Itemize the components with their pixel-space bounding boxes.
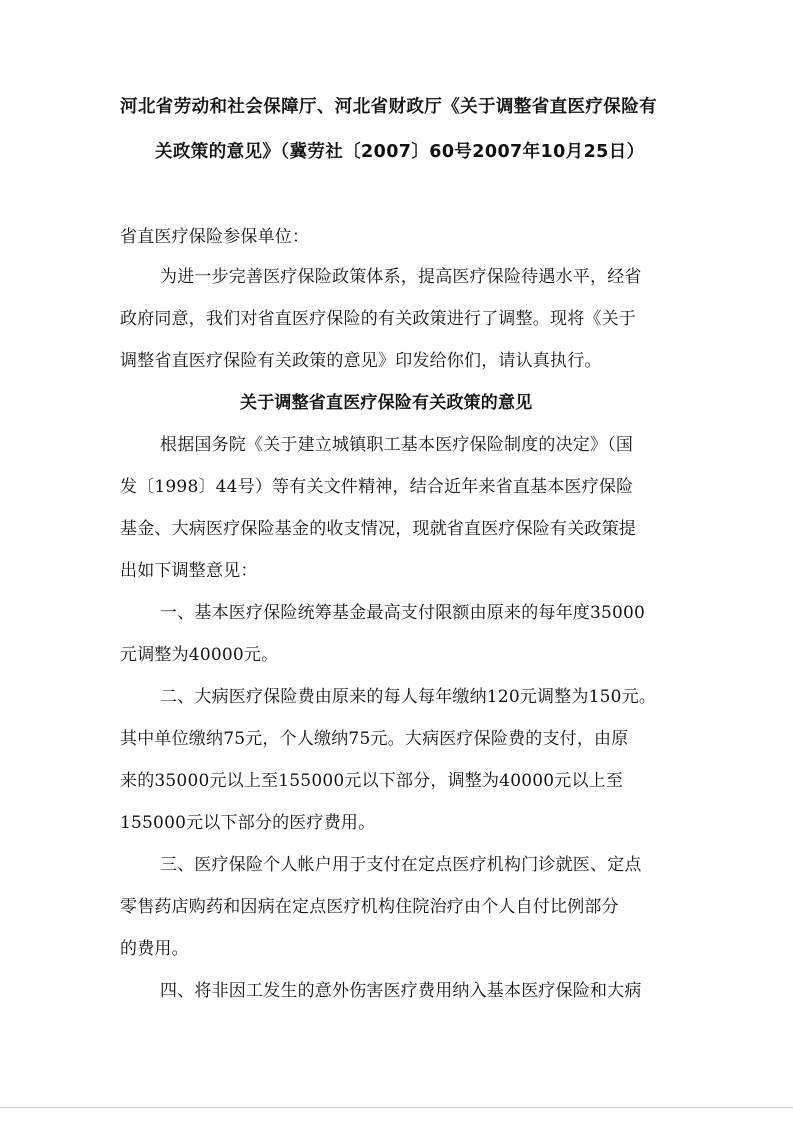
item-2-line-3: 来的35000元以上至155000元以下部分，调整为40000元以上至 xyxy=(120,771,624,791)
body-line-4: 出如下调整意见： xyxy=(120,561,258,581)
section-subtitle: 关于调整省直医疗保险有关政策的意见 xyxy=(240,393,533,413)
item-3-line-3: 的费用。 xyxy=(120,939,189,959)
item-3-line-2: 零售药店购药和因病在定点医疗机构住院治疗由个人自付比例部分 xyxy=(120,897,619,917)
item-4-line-1: 四、将非因工发生的意外伤害医疗费用纳入基本医疗保险和大病 xyxy=(160,981,642,1001)
document-title-line-1: 河北省劳动和社会保障厅、河北省财政厅《关于调整省直医疗保险有 xyxy=(120,97,657,117)
item-1-line-2: 元调整为40000元。 xyxy=(120,645,279,665)
item-2-line-4: 155000元以下部分的医疗费用。 xyxy=(120,813,376,833)
item-2-line-1: 二、大病医疗保险费由原来的每人每年缴纳120元调整为150元。 xyxy=(160,687,657,707)
body-line-2: 发〔1998〕44号）等有关文件精神，结合近年来省直基本医疗保险 xyxy=(120,477,634,497)
item-1-line-1: 一、基本医疗保险统筹基金最高支付限额由原来的每年度35000 xyxy=(160,603,646,623)
intro-line-3: 调整省直医疗保险有关政策的意见》印发给你们，请认真执行。 xyxy=(120,351,602,371)
item-2-line-2: 其中单位缴纳75元，个人缴纳75元。大病医疗保险费的支付，由原 xyxy=(120,729,629,749)
salutation: 省直医疗保险参保单位： xyxy=(120,227,310,247)
intro-line-2: 政府同意，我们对省直医疗保险的有关政策进行了调整。现将《关于 xyxy=(120,309,636,329)
document-title-line-2: 关政策的意见》（冀劳社〔2007〕60号2007年10月25日） xyxy=(155,142,645,162)
body-line-1: 根据国务院《关于建立城镇职工基本医疗保险制度的决定》（国 xyxy=(160,435,634,455)
item-3-line-1: 三、医疗保险个人帐户用于支付在定点医疗机构门诊就医、定点 xyxy=(160,855,642,875)
body-line-3: 基金、大病医疗保险基金的收支情况，现就省直医疗保险有关政策提 xyxy=(120,519,636,539)
intro-line-1: 为进一步完善医疗保险政策体系，提高医疗保险待遇水平，经省 xyxy=(160,267,642,287)
page-bottom-divider xyxy=(0,1107,793,1108)
